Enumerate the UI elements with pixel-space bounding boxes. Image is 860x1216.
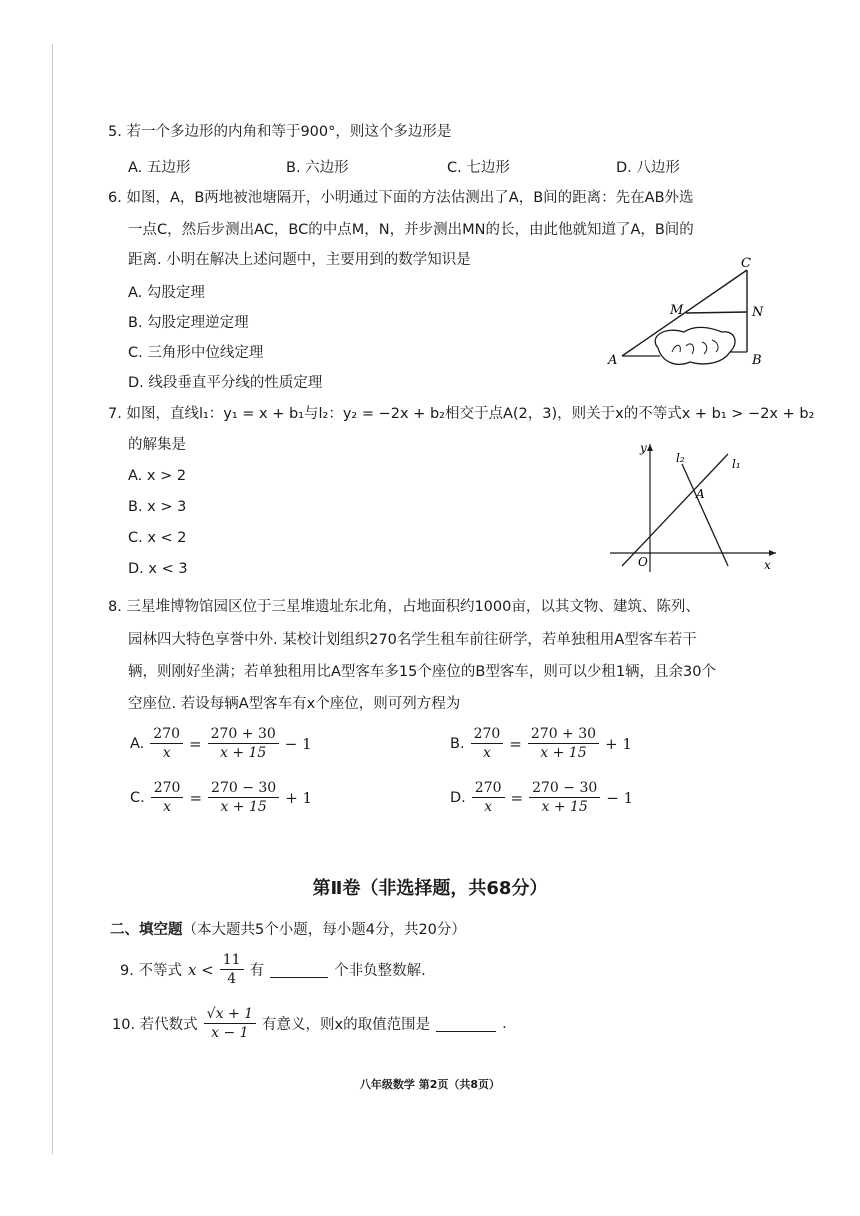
heading-label: 二、填空题 [110, 922, 183, 938]
q5-option-b: B. 六边形 [286, 160, 349, 176]
left-fraction [150, 726, 183, 761]
q10-prefix: 10. 若代数式 [112, 1017, 198, 1033]
label-l2: l₂ [676, 451, 685, 465]
denominator: x + 15 [540, 745, 587, 761]
label-point-a: A [696, 487, 705, 501]
numerator: 270 [150, 726, 183, 744]
q9-inequality: x < [187, 960, 214, 979]
option-label: C. [130, 789, 145, 806]
q5-option-a: A. 五边形 [128, 160, 191, 176]
q7-option-b: B. x > 3 [128, 499, 187, 515]
numerator: 270 + 30 [208, 726, 279, 744]
q6-option-c: C. 三角形中位线定理 [128, 345, 264, 361]
q10-mid: 有意义，则x的取值范围是 [262, 1017, 431, 1033]
right-fraction [528, 726, 599, 761]
label-m: M [670, 303, 684, 318]
q8-stem-line4: 空座位. 若设每辆A型客车有x个座位，则可列方程为 [128, 696, 461, 712]
label-x: x [764, 558, 771, 572]
numerator: 270 [471, 726, 504, 744]
pond-shape [655, 327, 735, 364]
heading-note: （本大题共5个小题，每小题4分，共20分） [182, 922, 466, 938]
q8-option-c [130, 780, 312, 815]
q5-stem: 5. 若一个多边形的内角和等于900°，则这个多边形是 [108, 124, 452, 140]
page-margin-line [52, 44, 53, 1154]
right-fraction [529, 780, 600, 815]
segment-mn [686, 312, 747, 313]
q10-suffix: . [502, 1015, 507, 1032]
numerator: 270 + 30 [528, 726, 599, 744]
tail-term: + 1 [605, 734, 632, 753]
tail-term: + 1 [285, 788, 313, 807]
denominator: x + 15 [220, 799, 267, 815]
q5-option-d: D. 八边形 [616, 160, 680, 176]
label-b: B [752, 353, 762, 368]
denominator: x [482, 745, 491, 761]
equals-sign: = [509, 734, 522, 753]
label-y: y [640, 441, 647, 455]
x-axis-arrow [769, 550, 776, 556]
tail-term: − 1 [606, 788, 634, 807]
q9-answer-blank[interactable] [270, 961, 328, 978]
q8-option-a [130, 726, 312, 761]
q7-option-a: A. x > 2 [128, 468, 187, 484]
line-l1 [622, 454, 728, 566]
left-fraction [151, 780, 184, 815]
q6-stem-line1: 6. 如图，A，B两地被池塘隔开，小明通过下面的方法估测出了A，B间的距离：先在AB外选 [108, 190, 694, 206]
denominator: x [162, 745, 171, 761]
q10-answer-blank[interactable] [436, 1015, 496, 1032]
left-fraction [471, 726, 504, 761]
q9-prefix: 9. 不等式 [120, 963, 182, 979]
section-title: 第Ⅱ卷（非选择题，共68分） [312, 878, 548, 899]
numerator: 270 − 30 [529, 780, 600, 798]
q7-option-d: D. x < 3 [128, 561, 188, 577]
option-label: A. [130, 735, 145, 752]
label-c: C [741, 256, 751, 271]
q6-pond-figure [600, 252, 780, 376]
numerator: 11 [220, 952, 244, 970]
fill-in-heading [110, 920, 466, 940]
numerator: 270 − 30 [208, 780, 279, 798]
option-label: B. [450, 735, 465, 752]
q7-option-c: C. x < 2 [128, 530, 187, 546]
label-a: A [608, 353, 618, 368]
line-l2 [682, 464, 728, 566]
q7-stem-line1: 7. 如图，直线l₁：y₁ = x + b₁与l₂：y₂ = −2x + b₂相交于点A(2，3)，则关于x的不等式x + b₁ > −2x + b₂ [108, 406, 815, 422]
denominator: 4 [227, 971, 237, 987]
pond-texture [672, 340, 718, 354]
q7-stem-line2: 的解集是 [128, 437, 186, 453]
q5-option-c: C. 七边形 [447, 160, 510, 176]
q7-lines-graph [600, 432, 786, 578]
denominator: x [484, 799, 493, 815]
denominator: x − 1 [211, 1025, 249, 1041]
label-origin: O [638, 555, 648, 569]
page-footer: 八年级数学 第2页（共8页） [359, 1078, 501, 1091]
q6-option-b: B. 勾股定理逆定理 [128, 315, 249, 331]
q9-fraction [220, 952, 244, 987]
q6-stem-line3: 距离. 小明在解决上述问题中，主要用到的数学知识是 [128, 252, 471, 268]
right-fraction [208, 726, 279, 761]
equals-sign: = [189, 734, 202, 753]
denominator: x + 15 [220, 745, 267, 761]
left-fraction [472, 780, 505, 815]
numerator: 270 [472, 780, 505, 798]
q8-stem-line1: 8. 三星堆博物馆园区位于三星堆遗址东北角，占地面积约1000亩，以其文物、建筑、陈列、 [108, 599, 700, 615]
q6-stem-line2: 一点C，然后步测出AC，BC的中点M，N，并步测出MN的长，由此他就知道了A，B间的 [128, 222, 694, 238]
q9-suffix: 个非负整数解. [334, 963, 426, 979]
denominator: x [163, 799, 172, 815]
y-axis-arrow [647, 444, 653, 451]
right-fraction [208, 780, 279, 815]
q8-stem-line3: 辆，则刚好坐满；若单独租用比A型客车多15个座位的B型客车，则可以少租1辆，且余30个 [128, 664, 716, 680]
q10 [112, 1006, 507, 1041]
q8-option-d [450, 780, 633, 815]
numerator: √x + 1 [204, 1006, 256, 1024]
q6-option-d: D. 线段垂直平分线的性质定理 [128, 375, 323, 391]
label-n: N [752, 305, 764, 320]
tail-term: − 1 [284, 734, 312, 753]
q8-option-b [450, 726, 632, 761]
label-l1: l₁ [732, 457, 741, 471]
equals-sign: = [510, 788, 524, 807]
denominator: x + 15 [541, 799, 588, 815]
equals-sign: = [189, 788, 203, 807]
q8-stem-line2: 园林四大特色享誉中外. 某校计划组织270名学生租车前往研学，若单独租用A型客车若干 [128, 632, 697, 648]
q10-fraction [204, 1006, 256, 1041]
option-label: D. [450, 789, 466, 806]
q9-mid: 有 [249, 963, 265, 979]
numerator: 270 [151, 780, 184, 798]
q9 [120, 952, 426, 987]
q6-option-a: A. 勾股定理 [128, 285, 205, 301]
